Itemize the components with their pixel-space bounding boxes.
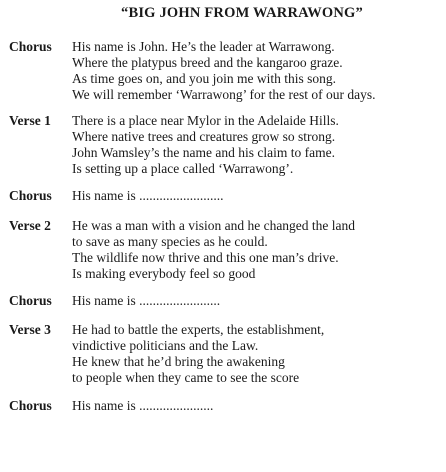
lyric-line: Where the platypus breed and the kangaroo graze. xyxy=(72,55,343,70)
lyric-line: to save as many species as he could. xyxy=(72,234,268,249)
lyric-line: We will remember ‘Warrawong’ for the rest of our days. xyxy=(72,87,376,102)
lyric-line: John Wamsley’s the name and his claim to fame. xyxy=(72,145,335,160)
section-lines xyxy=(72,322,324,386)
lyric-line: His name is John. He’s the leader at Warrawong. xyxy=(72,39,335,54)
section-lines xyxy=(72,113,339,177)
section-label: Chorus xyxy=(9,398,52,413)
lyric-line: His name is ...................... xyxy=(72,398,214,413)
lyric-line: to people when they came to see the score xyxy=(72,370,300,385)
section-lines xyxy=(72,218,355,282)
lyric-line: Is setting up a place called ‘Warrawong’. xyxy=(72,161,294,176)
section-label: Verse 3 xyxy=(9,322,51,337)
lyric-line: He knew that he’d bring the awakening xyxy=(72,354,285,369)
lyric-line: As time goes on, and you join me with this song. xyxy=(72,71,336,86)
lyric-line: The wildlife now thrive and this one man’s drive. xyxy=(72,250,339,265)
lyric-line: Where native trees and creatures grow so strong. xyxy=(72,129,336,144)
lyric-line: vindictive politicians and the Law. xyxy=(72,338,259,353)
section-label: Verse 1 xyxy=(9,113,51,128)
section-label: Chorus xyxy=(9,188,52,203)
song-title: “BIG JOHN FROM WARRAWONG” xyxy=(121,5,363,21)
lyric-line: His name is ......................... xyxy=(72,188,224,203)
section-label: Chorus xyxy=(9,293,52,308)
section-lines xyxy=(72,188,224,204)
lyric-line: He was a man with a vision and he changed the land xyxy=(72,218,356,233)
lyric-line: There is a place near Mylor in the Adelaide Hills. xyxy=(72,113,339,128)
lyric-line: His name is ........................ xyxy=(72,293,221,308)
section-label: Verse 2 xyxy=(9,218,51,233)
section-lines xyxy=(72,39,375,103)
section-label: Chorus xyxy=(9,39,52,54)
section-lines xyxy=(72,293,220,309)
lyric-line: He had to battle the experts, the establishment, xyxy=(72,322,325,337)
lyric-line: Is making everybody feel so good xyxy=(72,266,256,281)
section-lines xyxy=(72,398,213,414)
